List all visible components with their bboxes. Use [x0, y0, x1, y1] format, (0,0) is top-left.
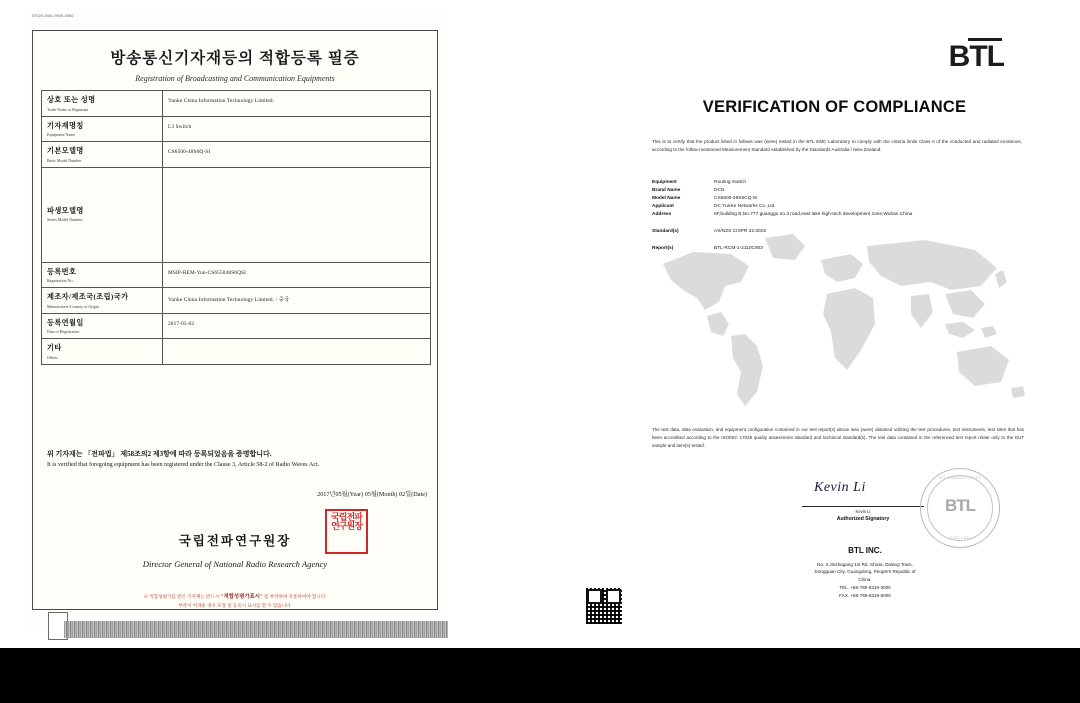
field-label-ko: 등록번호 [47, 267, 77, 276]
official-seal-stamp: 국립전파연구원장 [325, 509, 368, 554]
field-value-equipment: Routing Switch [714, 179, 746, 185]
btl-logo [949, 40, 1004, 74]
table-row [652, 203, 1024, 211]
footer-fax: FAX. +86-769-8319-6000 [839, 592, 891, 598]
table-row [42, 142, 431, 168]
korean-certificate-title: 방송통신기자재등의 적합등록 필증 [110, 50, 360, 67]
seal-bottom-text: EMC LAB [950, 536, 970, 540]
field-label-en: Others [47, 354, 58, 360]
field-label-ko: 제조자/제조국(조립)국가 [47, 293, 129, 301]
table-row [42, 313, 431, 339]
footer-address-line-2: Dongguan City, Guangdong, People's Republic of [814, 569, 916, 575]
footnote-post: 를 부착하여 유통하여야 합니다. [262, 594, 327, 599]
certificate-intro-text: This is to certify that the product listed in follows was (were) tested in the BTL EMC Laboratory to comply with the criteria limits Class A of the conducted and radiated emissions, according to the follow-mentioned Measurement Standard established by the Standards Australia / New Zealand. [652, 139, 1022, 153]
korean-certificate-table [41, 90, 431, 365]
field-value-equipment-name: L3 Switch [163, 116, 431, 142]
field-key-applicant: Applicant [652, 204, 674, 210]
verification-note-ko: 위 기자재는 「전파법」 제58조의2 제3항에 따라 등록되었음을 증명합니다. [47, 450, 272, 458]
table-row [42, 262, 431, 288]
field-label-ko: 등록연월일 [47, 318, 84, 327]
field-label-en: Manufacturer/Country of Origin [47, 303, 99, 309]
field-label-en: Registration No. [47, 278, 74, 283]
signatory-name: Kevin Li [855, 509, 871, 514]
field-key-model-name: Model Name [652, 195, 681, 201]
field-value-others [163, 339, 431, 365]
field-key-address: Address [652, 212, 672, 218]
field-label-en: Series Model Number [47, 217, 83, 222]
footnote-pre: ※ 적합성평가를 받은 기자재는 반드시 [143, 594, 221, 599]
footer-telephone: TEL. +86-769-8319-3000 [839, 584, 891, 590]
field-label-basic-model [42, 142, 163, 168]
table-row [652, 211, 1024, 219]
field-label-ko: 기자재명칭 [47, 121, 84, 130]
field-label-en: Date of Registration [47, 329, 80, 334]
btl-logo-text: BTL [948, 40, 1004, 73]
document-top-code: 07020-3581-9935-4060 [32, 14, 74, 18]
company-footer [740, 544, 990, 600]
verification-note [47, 449, 427, 469]
korean-certificate [24, 14, 448, 626]
signature-line [802, 506, 924, 507]
field-value-trade-name: Yunke China Information Technology Limited. [163, 91, 431, 117]
field-value-series-model [163, 167, 431, 262]
field-key-reports: Report(s) [652, 245, 674, 251]
signature-handwriting: Kevin Li [814, 480, 866, 495]
field-label-en: Basic Model Number [47, 157, 82, 163]
issuing-agency-en: Director General of National Radio Research Agency [142, 559, 328, 569]
field-value-registration-no: MSIP-REM-Yun-CS655048S6QSI [163, 262, 431, 288]
footnote-line2: 부착이 어려운 경우 포장 및 등록시 표시를 할 수 있습니다. [178, 603, 292, 609]
seal-top-text: BTL LABORATORIES [938, 476, 982, 480]
issue-date: 2017년05월(Year) 05월(Month) 02일(Date) [317, 491, 427, 498]
field-key-brand-name: Brand Name [652, 187, 681, 193]
table-row [652, 178, 1024, 186]
page-title: VERIFICATION OF COMPLIANCE [702, 98, 967, 116]
seal-logo-text: BTL [944, 496, 976, 515]
qr-code [586, 588, 622, 624]
field-value-manufacturer: Yunke China Information Technology Limited. / 중국 [163, 288, 431, 314]
verification-note-en: It is verified that foregoing equipment has been registered under the Clause 3, Article 58-2 of Radio Waves Act. [47, 461, 320, 468]
btl-certificate [590, 28, 1032, 622]
field-label-trade-name [42, 91, 163, 117]
field-value-model-name: CS6500-48S6CQ-SI [714, 195, 758, 201]
field-value-applicant: DC YunKe Networks Co.,Ltd [714, 204, 775, 210]
field-value-standards: AS/NZS CISPR 32:2015 [714, 228, 766, 234]
issuing-agency-ko: 국립전파연구원장 [178, 534, 292, 548]
field-label-en: Trade Name or Registrant [47, 106, 89, 112]
world-map-watermark [645, 224, 1031, 419]
table-row [652, 194, 1024, 202]
footer-address-line-3: China. [858, 577, 872, 583]
field-label-ko: 상호 또는 성명 [47, 96, 96, 104]
footnote-bold: "적합성평가표시" [220, 594, 263, 600]
table-row [42, 339, 431, 365]
field-value-reports: BTL-RCM-1-2110C903 [714, 245, 763, 251]
korean-certificate-frame [32, 30, 438, 610]
field-key-equipment: Equipment [652, 179, 677, 185]
field-key-standards: Standard(s) [652, 228, 679, 234]
footer-address-line-1: No. 3 Jinzhagang 1st Rd. Shixia, Dalang Town, [817, 561, 913, 567]
table-row [652, 186, 1024, 194]
field-value-brand-name: DCN [714, 187, 725, 193]
field-label-ko: 파생모델명 [47, 206, 84, 215]
certificate-footnote [73, 593, 397, 610]
field-label-ko: 기타 [47, 344, 62, 352]
field-label-others [42, 339, 163, 365]
field-value-basic-model: CS6500-48S6Q-SI [163, 142, 431, 168]
field-label-equipment-name [42, 116, 163, 142]
field-label-manufacturer [42, 288, 163, 314]
table-row [42, 167, 431, 262]
field-label-ko: 기본모델명 [47, 147, 84, 155]
btl-embossed-seal [920, 468, 1000, 548]
table-row [42, 288, 431, 314]
field-label-series-model [42, 167, 163, 262]
table-row [42, 116, 431, 142]
field-label-registration-date [42, 313, 163, 339]
scan-barcode-strip [64, 621, 448, 638]
korean-certificate-subtitle: Registration of Broadcasting and Communication Equipments [135, 74, 335, 83]
field-label-registration-no [42, 262, 163, 288]
footer-company-name: BTL INC. [848, 546, 882, 555]
test-data-disclaimer: The test data, data evaluation, and equipment configuration contained in our test report(s) above was (were) obtained utilizing the test procedures, test instruments, test sites that has been accredited according to the ISO/IEC 17025 quality assessment standard and technical standard(s). The test data contained in the referenced test report relate only to the EUT sample and item(s) tested. [652, 427, 1024, 449]
signatory-title: Authorized Signatory [836, 516, 890, 522]
field-value-address: 6F,building B,No.777 guanggu no.3 road,east lake high-tech development zone,Wuhan China [714, 212, 913, 218]
field-value-registration-date: 2017-05-02 [163, 313, 431, 339]
table-row [42, 91, 431, 117]
field-label-en: Equipment Name [47, 132, 76, 137]
